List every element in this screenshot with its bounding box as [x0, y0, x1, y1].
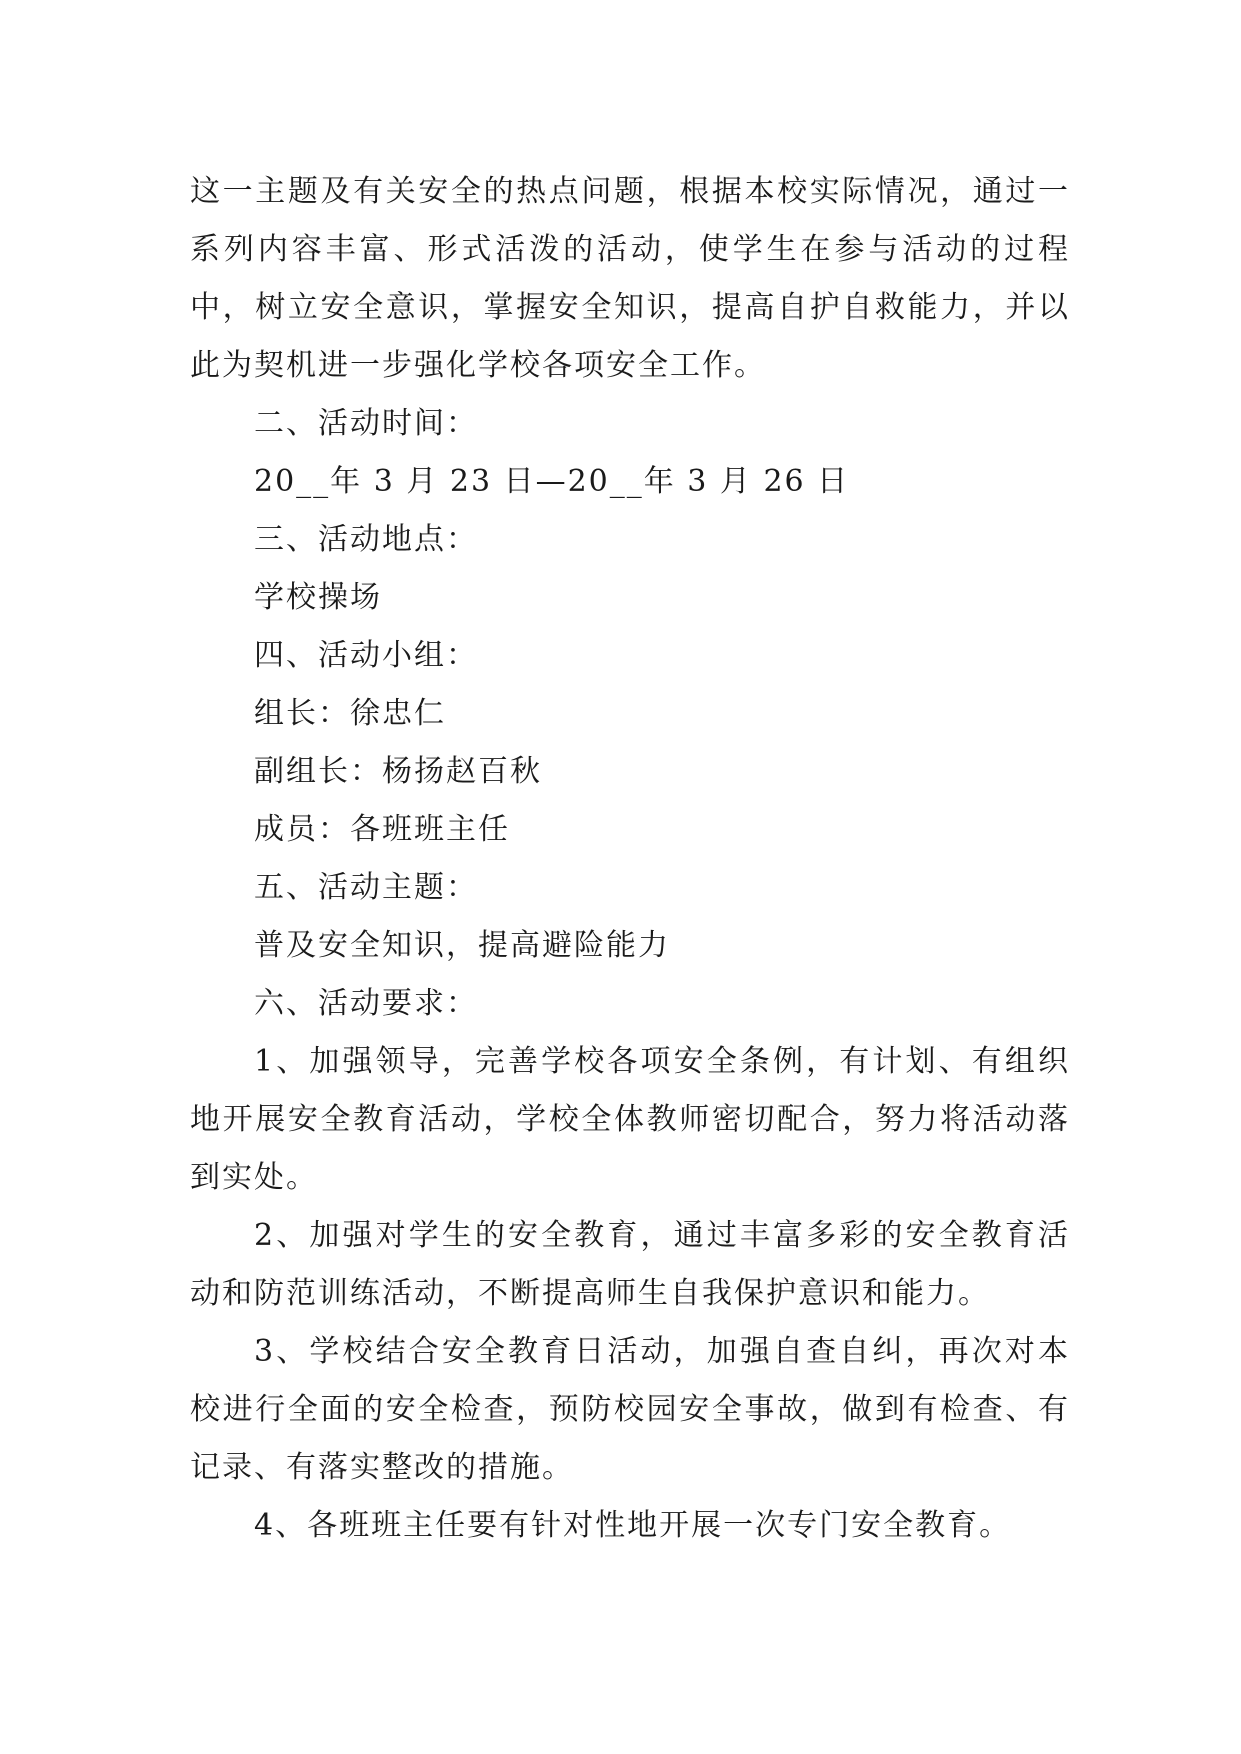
requirement-1: 1、加强领导，完善学校各项安全条例，有计划、有组织地开展安全教育活动，学校全体教师密切配合，努力将活动落到实处。: [190, 1044, 1070, 1195]
group-deputy-leader: 副组长：杨扬赵百秋: [254, 754, 542, 789]
group-leader: 组长：徐忠仁: [254, 696, 446, 731]
section-heading-requirements: 六、活动要求：: [254, 986, 478, 1021]
group-members: 成员：各班班主任: [254, 812, 510, 847]
requirement-4: 4、各班班主任要有针对性地开展一次专门安全教育。: [254, 1508, 1012, 1543]
requirement-2: 2、加强对学生的安全教育，通过丰富多彩的安全教育活动和防范训练活动，不断提高师生自我保护意识和能力。: [190, 1218, 1070, 1311]
section-heading-time: 二、活动时间：: [254, 406, 478, 441]
section-heading-place: 三、活动地点：: [254, 522, 478, 557]
activity-place: 学校操场: [254, 580, 382, 615]
activity-theme: 普及安全知识，提高避险能力: [254, 928, 670, 963]
document-body: [190, 163, 1070, 1555]
intro-paragraph-continued: 这一主题及有关安全的热点问题，根据本校实际情况，通过一系列内容丰富、形式活泼的活动，使学生在参与活动的过程中，树立安全意识，掌握安全知识，提高自护自救能力，并以此为契机进一步强化学校各项安全工作。: [190, 174, 1070, 383]
section-heading-theme: 五、活动主题：: [254, 870, 478, 905]
activity-time: 20__年 3 月 23 日—20__年 3 月 26 日: [254, 464, 850, 499]
section-heading-group: 四、活动小组：: [254, 638, 478, 673]
requirement-3: 3、学校结合安全教育日活动，加强自查自纠，再次对本校进行全面的安全检查，预防校园安全事故，做到有检查、有记录、有落实整改的措施。: [190, 1334, 1070, 1485]
